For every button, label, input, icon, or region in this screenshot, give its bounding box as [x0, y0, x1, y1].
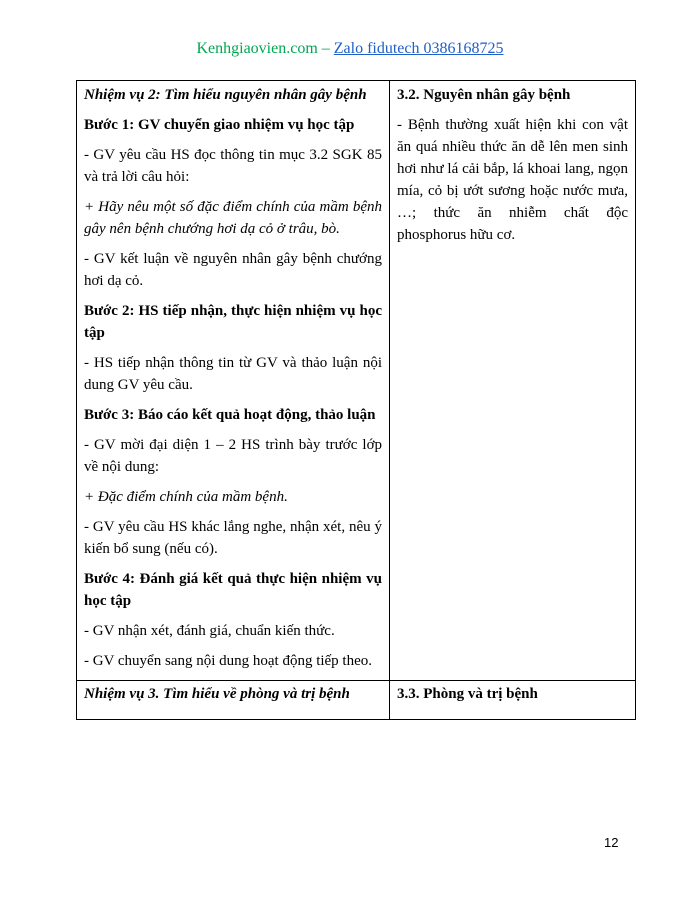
- table-row: [77, 681, 636, 720]
- paragraph: - GV kết luận về nguyên nhân gây bệnh chướng hơi dạ cỏ.: [84, 251, 382, 289]
- question-paragraph: + Hãy nêu một số đặc điểm chính của mầm bệnh gây nên bệnh chướng hơi dạ cỏ ở trâu, bò.: [84, 199, 382, 237]
- right-cell: [390, 81, 636, 681]
- paragraph: - GV mời đại diện 1 – 2 HS trình bày trước lớp về nội dung:: [84, 437, 382, 475]
- paragraph: - HS tiếp nhận thông tin từ GV và thảo luận nội dung GV yêu cầu.: [84, 355, 382, 393]
- step-title: Bước 3: Báo cáo kết quả hoạt động, thảo luận: [84, 407, 376, 423]
- table-row: [77, 81, 636, 681]
- header-site: Kenhgiaovien.com: [196, 40, 318, 57]
- lesson-table: [76, 80, 636, 720]
- header-zalo-link[interactable]: Zalo fidutech 0386168725: [333, 40, 504, 57]
- section-title: 3.2. Nguyên nhân gây bệnh: [397, 87, 571, 103]
- page-number: 12: [604, 835, 619, 850]
- paragraph: - GV nhận xét, đánh giá, chuẩn kiến thức.: [84, 623, 335, 639]
- step-title: Bước 1: GV chuyển giao nhiệm vụ học tập: [84, 117, 355, 133]
- section-title: 3.3. Phòng và trị bệnh: [397, 686, 538, 702]
- question-paragraph: + Đặc điểm chính của mầm bệnh.: [84, 489, 288, 505]
- task-title: Nhiệm vụ 3. Tìm hiểu về phòng và trị bệnh: [84, 686, 350, 702]
- paragraph: - GV chuyển sang nội dung hoạt động tiếp theo.: [84, 653, 373, 669]
- step-title: Bước 2: HS tiếp nhận, thực hiện nhiệm vụ học tập: [84, 303, 382, 341]
- paragraph: - GV yêu cầu HS đọc thông tin mục 3.2 SGK 85 và trả lời câu hỏi:: [84, 147, 382, 185]
- right-cell: [390, 681, 636, 720]
- step-title: Bước 4: Đánh giá kết quả thực hiện nhiệm vụ học tập: [84, 571, 382, 609]
- task-title: Nhiệm vụ 2: Tìm hiểu nguyên nhân gây bệnh: [84, 87, 367, 103]
- left-cell: [77, 81, 390, 681]
- paragraph: - GV yêu cầu HS khác lắng nghe, nhận xét, nêu ý kiến bổ sung (nếu có).: [84, 519, 382, 557]
- paragraph: - Bệnh thường xuất hiện khi con vật ăn quá nhiều thức ăn dễ lên men sinh hơi như lá cải bắp, lá khoai lang, ngọn mía, cỏ bị ướt sương hoặc nước mưa, …; thức ăn nhiễm chất độc phosphorus hữu cơ.: [397, 117, 628, 243]
- left-cell: [77, 681, 390, 720]
- page-header: [0, 40, 700, 58]
- header-separator: –: [321, 40, 330, 57]
